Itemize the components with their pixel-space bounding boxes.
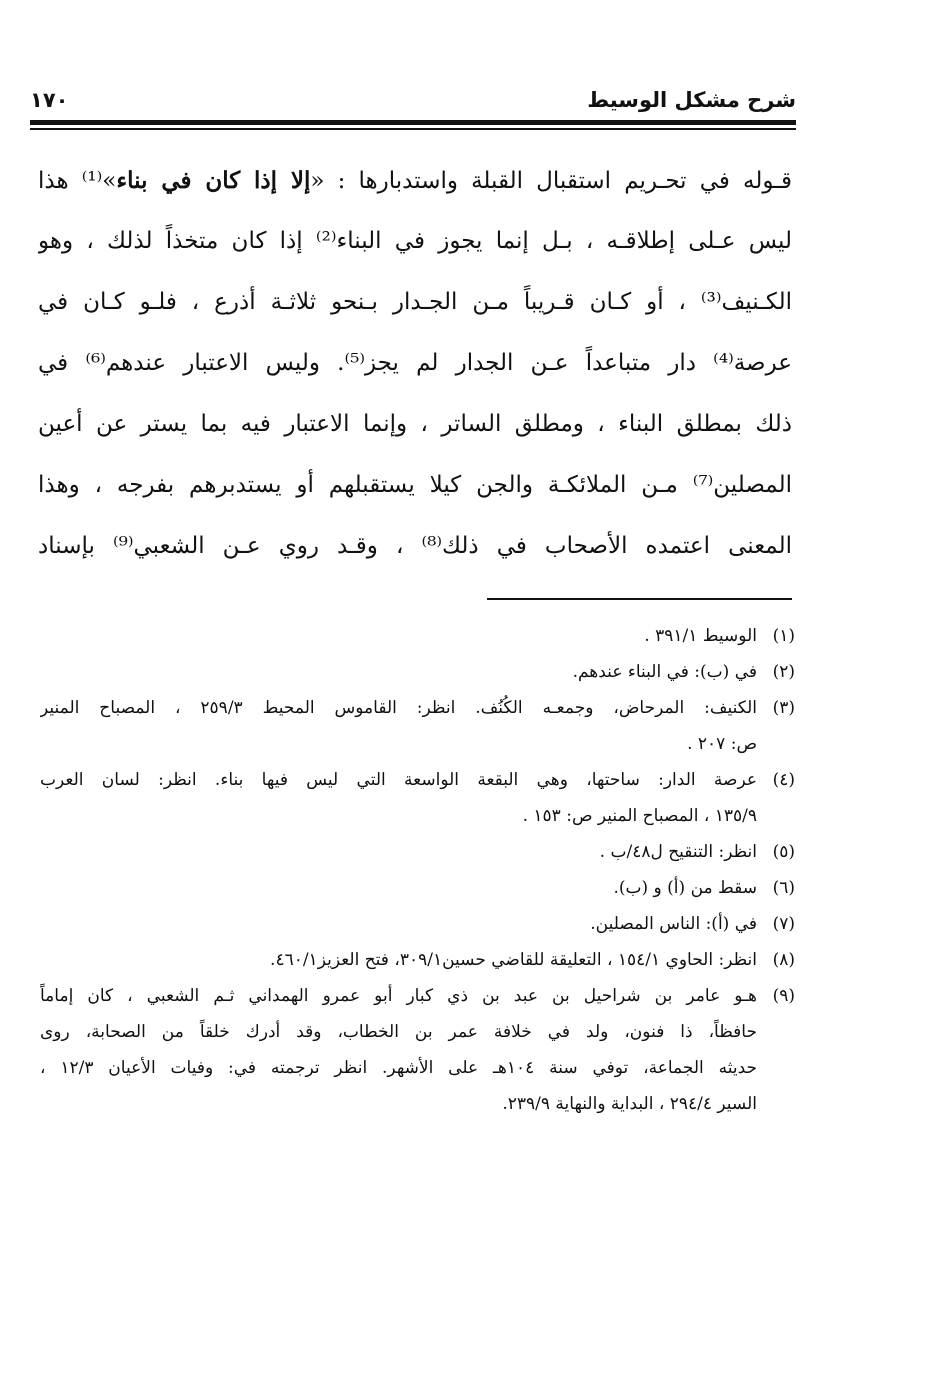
footnote (40, 942, 795, 978)
running-header (30, 86, 796, 116)
footnote-number: (٧) (772, 914, 795, 934)
header-rule-thin (30, 128, 796, 130)
footnote-separator (487, 598, 792, 600)
body-line-7: المعنى اعتمده الأصحاب في ذلك⁽⁸⁾ ، وقـد روي عـن الشعبي⁽⁹⁾ بإسناد (38, 533, 792, 559)
footnote (40, 690, 795, 762)
footnote-line: ص: ٢٠٧ . (687, 734, 757, 754)
footnotes (40, 618, 795, 1122)
footnote (40, 906, 795, 942)
footnote-line: في (أ): الناس المصلين. (590, 914, 757, 934)
header-title: شرح مشكل الوسيط (587, 88, 796, 112)
body-line-5: ذلك بمطلق البناء ، ومطلق الساتر ، وإنما الاعتبار فيه بما يستر عن أعين (38, 411, 792, 437)
footnote (40, 762, 795, 834)
footnote-line: في (ب): في البناء عندهم. (572, 662, 757, 682)
footnote (40, 618, 795, 654)
footnote-number: (٦) (772, 878, 795, 898)
footnote-number: (٣) (772, 698, 795, 718)
footnote (40, 654, 795, 690)
page-number: ١٧٠ (30, 88, 69, 112)
footnote-number: (٤) (772, 770, 795, 790)
header-rule-thick (30, 120, 796, 125)
footnote-line: الكنيف: المرحاض، وجمعـه الكُنُف. انظر: القاموس المحيط ٢٥٩/٣ ، المصباح المنير (40, 698, 757, 718)
body-line-4: عرصة⁽⁴⁾ دار متباعداً عـن الجدار لم يجز⁽⁵⁾. وليس الاعتبار عندهم⁽⁶⁾ في (38, 350, 792, 376)
footnote-line: ١٣٥/٩ ، المصباح المنير ص: ١٥٣ . (522, 806, 757, 826)
body-line-2: ليس عـلى إطلاقـه ، بـل إنما يجوز في البناء⁽²⁾ إذا كان متخذاً لذلك ، وهو (38, 228, 792, 254)
body-line-3: الكـنيف⁽³⁾ ، أو كـان قـريباً مـن الجـدار بـنحو ثلاثـة أذرع ، فلـو كـان في (38, 289, 792, 315)
footnote-number: (٩) (772, 986, 795, 1006)
footnote-number: (٢) (772, 662, 795, 682)
footnote-line: عرصة الدار: ساحتها، وهي البقعة الواسعة التي ليس فيها بناء. انظر: لسان العرب (40, 770, 757, 790)
footnote-line: سقط من (أ) و (ب). (613, 878, 757, 898)
body-line-6: المصلين⁽⁷⁾ مـن الملائكـة والجن كيلا يستقبلهم أو يستدبرهم بفرجه ، وهذا (38, 472, 792, 498)
footnote (40, 870, 795, 906)
body-line-1 (38, 150, 792, 211)
footnote-line: حافظاً، ذا فنون، ولد في خلافة عمر بن الخطاب، وقد أدرك خلقاً من الصحابة، روى (40, 1022, 757, 1042)
main-text (38, 150, 792, 577)
footnote-number: (٨) (772, 950, 795, 970)
footnote-line: السير ٢٩٤/٤ ، البداية والنهاية ٢٣٩/٩. (502, 1094, 757, 1114)
footnote-line: انظر: التنقيح ل٤٨/ب . (599, 842, 757, 862)
footnote-line: هـو عامر بن شراحيل بن عبد بن ذي كبار أبو عمرو الهمداني ثـم الشعبي ، كان إماماً (40, 986, 757, 1006)
footnote-line: انظر: الحاوي ١٥٤/١ ، التعليقة للقاضي حسين٣٠٩/١، فتح العزيز٤٦٠/١. (270, 950, 757, 970)
body-line-1-post: »⁽¹⁾ هذا (38, 168, 117, 194)
body-line-1-pre: قـوله في تحـريم استقبال القبلة واستدبارها : « (310, 168, 792, 194)
footnote (40, 834, 795, 870)
footnote-number: (٥) (772, 842, 795, 862)
footnote-number: (١) (772, 626, 795, 646)
footnote (40, 978, 795, 1122)
footnote-line: الوسيط ٣٩١/١ . (644, 626, 757, 646)
quoted-phrase: إلا إذا كان في بناء (116, 167, 311, 194)
footnote-line: حديثه الجماعة، توفي سنة ١٠٤هـ على الأشهر. انظر ترجمته في: وفيات الأعيان ١٢/٣ ، (40, 1058, 757, 1078)
